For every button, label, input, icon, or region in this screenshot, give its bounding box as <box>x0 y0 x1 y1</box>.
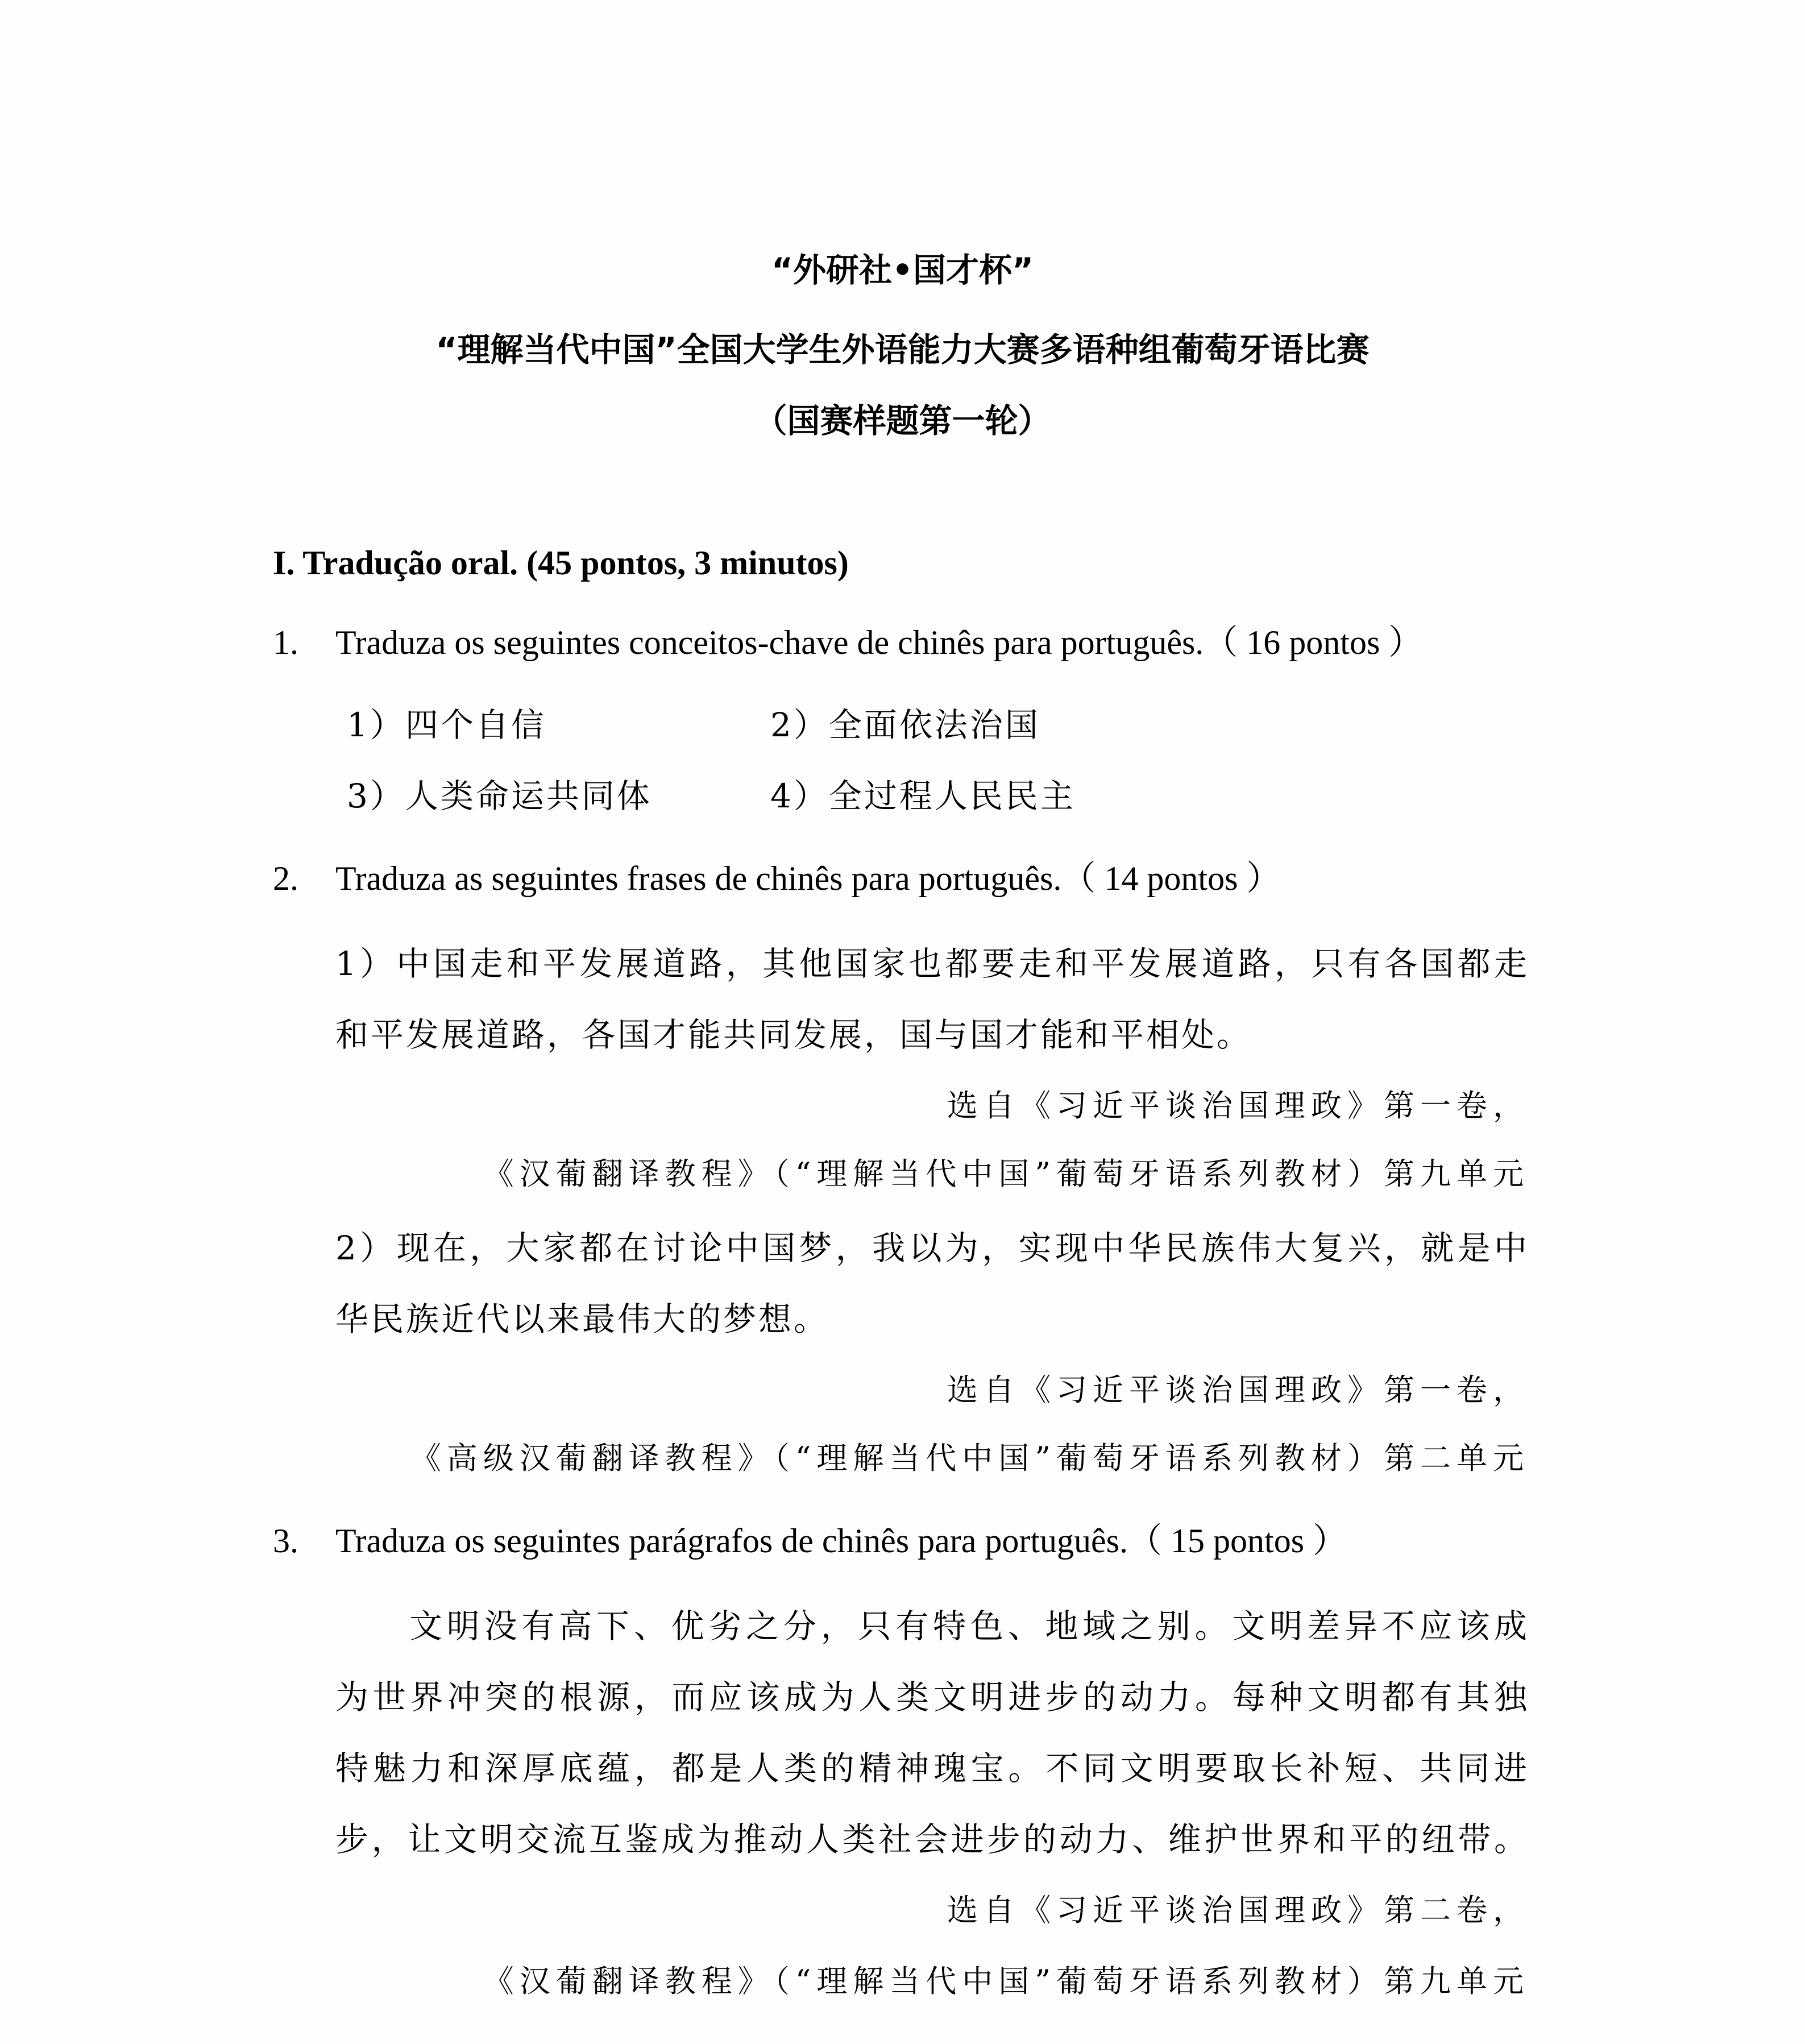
concept-item: 3）人类命运共同体 <box>347 777 652 815</box>
concept-item: 4）全过程人民民主 <box>770 777 1076 815</box>
sentence-2-source: 选自《习近平谈治国理政》第一卷， <box>947 1372 1529 1408</box>
concept-item: 1）四个自信 <box>347 706 546 744</box>
question-2-instruction: Traduza as seguintes frases de chinês para português.（ 14 pontos ） <box>335 860 1281 897</box>
sentence-2-textbook: 《高级汉葡翻译教程》（“理解当代中国”葡萄牙语系列教材）第二单元 <box>410 1440 1529 1476</box>
paragraph-line: 步，让文明交流互鉴成为推动人类社会进步的动力、维护世界和平的纽带。 <box>335 1820 1529 1859</box>
competition-title: “外研社•国才杯” <box>771 251 1034 289</box>
concept-item: 2）全面依法治国 <box>770 706 1040 744</box>
sentence-2-line: 2）现在，大家都在讨论中国梦，我以为，实现中华民族伟大复兴，就是中 <box>335 1229 1529 1267</box>
paragraph-line: 特魅力和深厚底蕴，都是人类的精神瑰宝。不同文明要取长补短、共同进 <box>335 1749 1529 1788</box>
paragraph-textbook: 《汉葡翻译教程》（“理解当代中国”葡萄牙语系列教材）第九单元 <box>483 1963 1529 1999</box>
sentence-1-line: 1）中国走和平发展道路，其他国家也都要走和平发展道路，只有各国都走 <box>335 944 1529 983</box>
question-1-number: 1. <box>273 624 298 661</box>
paragraph-line: 文明没有高下、优劣之分，只有特色、地域之别。文明差异不应该成 <box>409 1607 1529 1645</box>
sentence-1-line: 和平发展道路，各国才能共同发展，国与国才能和平相处。 <box>335 1015 1252 1054</box>
paragraph-line: 为世界冲突的根源，而应该成为人类文明进步的动力。每种文明都有其独 <box>335 1678 1529 1717</box>
sentence-2-line: 华民族近代以来最伟大的梦想。 <box>335 1300 829 1338</box>
sentence-1-source: 选自《习近平谈治国理政》第一卷， <box>947 1088 1529 1123</box>
round-label: （国赛样题第一轮） <box>754 401 1051 440</box>
question-3-number: 3. <box>273 1522 298 1560</box>
sentence-1-textbook: 《汉葡翻译教程》（“理解当代中国”葡萄牙语系列教材）第九单元 <box>483 1156 1529 1192</box>
paragraph-source: 选自《习近平谈治国理政》第二卷， <box>947 1892 1529 1928</box>
question-1-instruction: Traduza os seguintes conceitos-chave de chinês para português.（ 16 pontos ） <box>335 624 1423 661</box>
question-3-instruction: Traduza os seguintes parágrafos de chinês para português.（ 15 pontos ） <box>335 1522 1347 1560</box>
competition-subtitle: “理解当代中国”全国大学生外语能力大赛多语种组葡萄牙语比赛 <box>435 330 1370 369</box>
section-heading: I. Tradução oral. (45 pontos, 3 minutos) <box>273 544 849 582</box>
question-2-number: 2. <box>273 860 298 897</box>
